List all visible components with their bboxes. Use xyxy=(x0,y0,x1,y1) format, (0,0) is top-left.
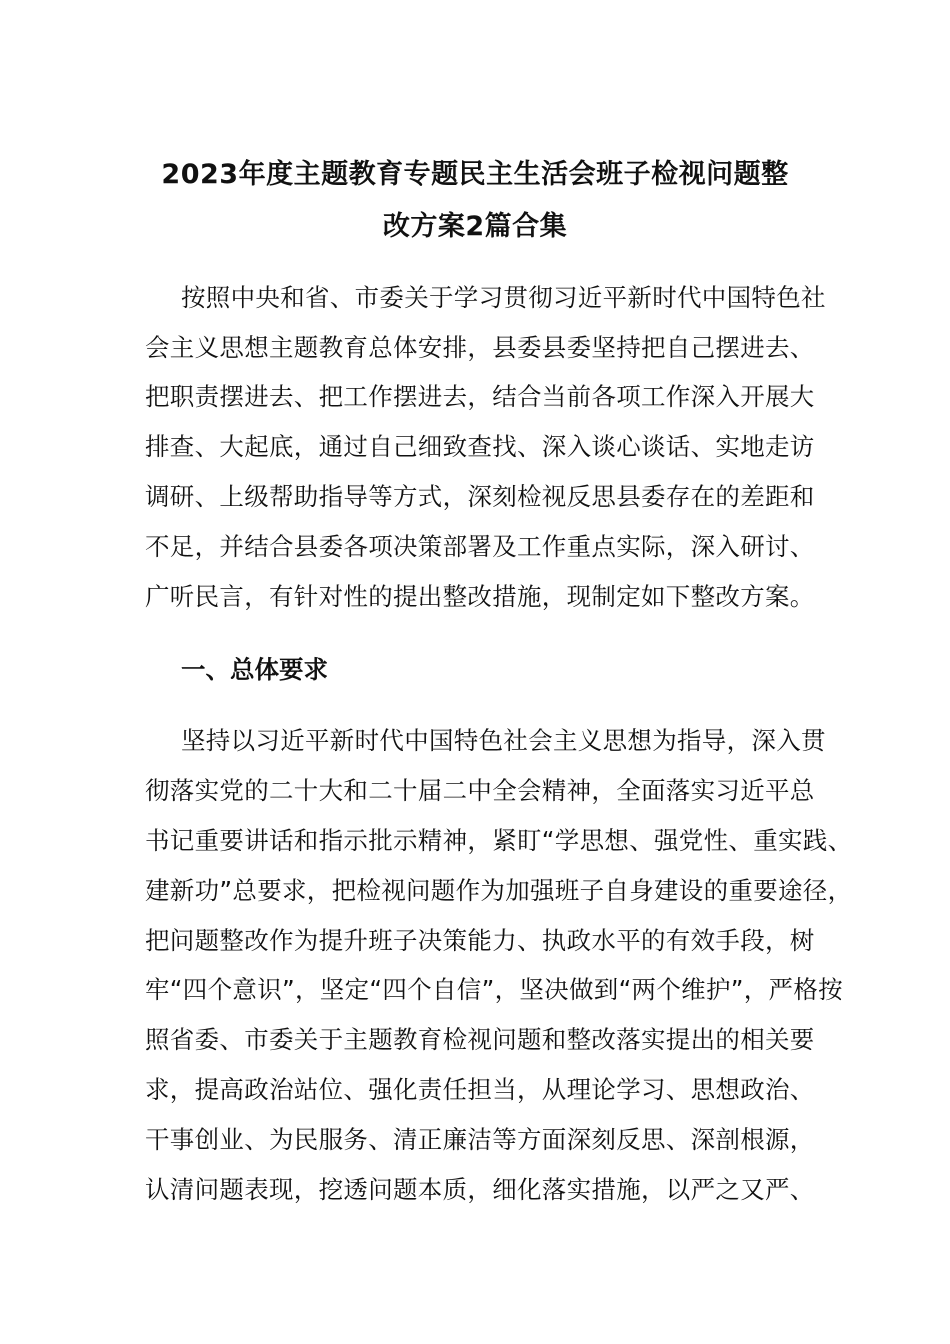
paragraph-1-line: 排查、大起底，通过自己细致查找、深入谈心谈话、实地走访 xyxy=(145,432,815,461)
paragraph-2-line: 书记重要讲话和指示批示精神，紧盯“学思想、强党性、重实践、 xyxy=(145,826,853,855)
paragraph-2-line: 彻落实党的二十大和二十届二中全会精神，全面落实习近平总 xyxy=(145,776,815,805)
paragraph-2-line: 把问题整改作为提升班子决策能力、执政水平的有效手段，树 xyxy=(145,926,815,955)
paragraph-1-line: 会主义思想主题教育总体安排，县委县委坚持把自己摆进去、 xyxy=(145,333,815,362)
document-title-line-2: 改方案2篇合集 xyxy=(382,211,568,242)
paragraph-1-line: 不足，并结合县委各项决策部署及工作重点实际，深入研讨、 xyxy=(145,532,815,561)
document-title-line-1: 2023年度主题教育专题民主生活会班子检视问题整 xyxy=(161,159,789,190)
paragraph-2-line: 照省委、市委关于主题教育检视问题和整改落实提出的相关要 xyxy=(145,1025,815,1054)
paragraph-2-line: 牢“四个意识”，坚定“四个自信”，坚决做到“两个维护”，严格按 xyxy=(145,975,843,1004)
paragraph-2-line: 建新功”总要求，把检视问题作为加强班子自身建设的重要途径， xyxy=(145,876,853,905)
paragraph-2-line: 求，提高政治站位、强化责任担当，从理论学习、思想政治、 xyxy=(145,1075,815,1104)
paragraph-2-line: 认清问题表现，挖透问题本质，细化落实措施，以严之又严、 xyxy=(145,1175,815,1204)
paragraph-1-line: 按照中央和省、市委关于学习贯彻习近平新时代中国特色社 xyxy=(181,283,826,312)
paragraph-2-line: 坚持以习近平新时代中国特色社会主义思想为指导，深入贯 xyxy=(181,726,826,755)
paragraph-2-line: 干事创业、为民服务、清正廉洁等方面深刻反思、深剖根源， xyxy=(145,1125,815,1154)
paragraph-1-line: 调研、上级帮助指导等方式，深刻检视反思县委存在的差距和 xyxy=(145,482,815,511)
paragraph-1-line: 把职责摆进去、把工作摆进去，结合当前各项工作深入开展大 xyxy=(145,382,815,411)
paragraph-1-line: 广听民言，有针对性的提出整改措施，现制定如下整改方案。 xyxy=(145,582,815,611)
section-heading-overall-requirements: 一、总体要求 xyxy=(181,655,328,684)
